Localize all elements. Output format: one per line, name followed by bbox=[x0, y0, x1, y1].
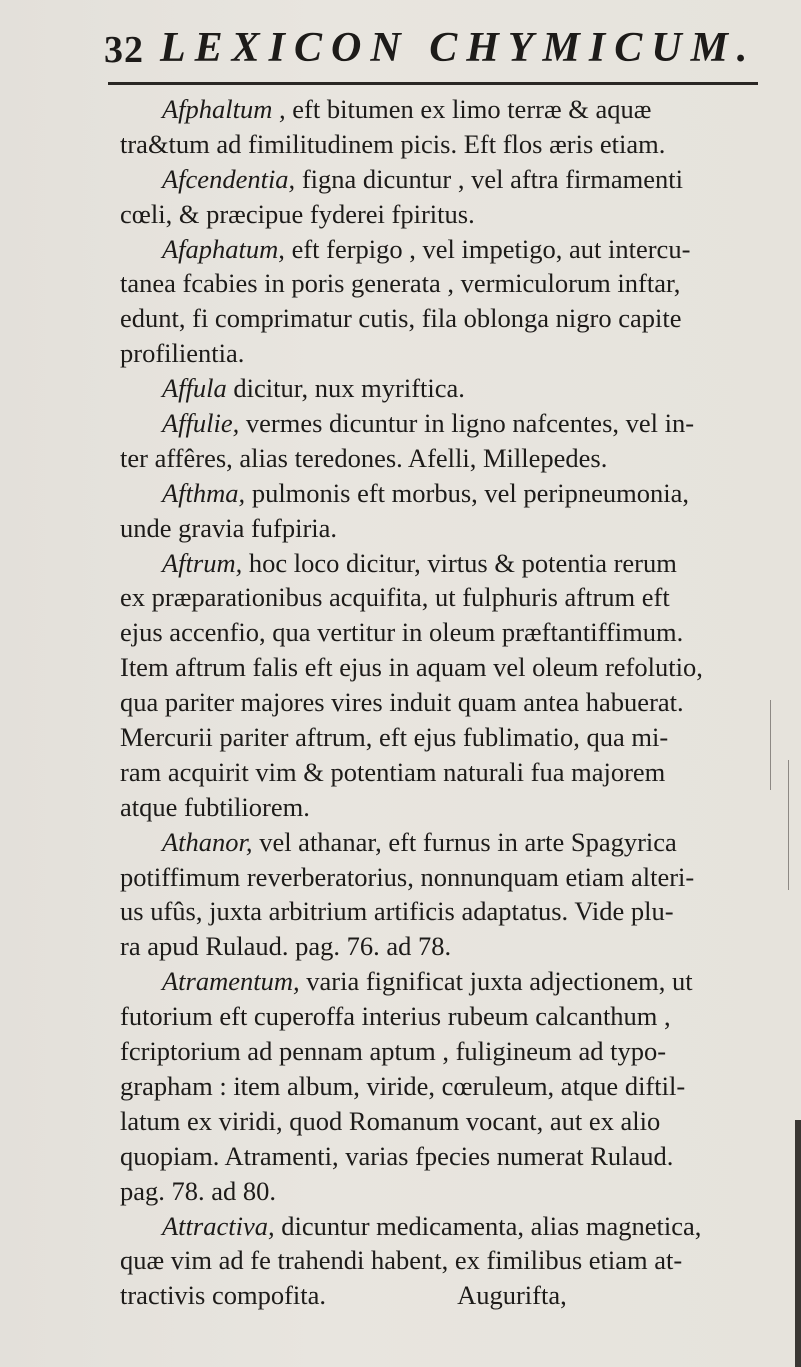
entry-text: atque fubtiliorem. bbox=[120, 791, 310, 822]
entry-term: Athanor, bbox=[162, 826, 253, 857]
entry-text: hoc loco dicitur, virtus & potentia rerum bbox=[242, 547, 677, 578]
text-line bbox=[120, 790, 780, 825]
page-edge-shadow bbox=[795, 1120, 801, 1367]
text-line bbox=[120, 1278, 780, 1313]
entry-text: ejus accenfio, qua vertitur in oleum præftantiffimum. bbox=[120, 617, 684, 648]
entry-text: us ufûs, juxta arbitrium artificis adaptatus. Vide plu- bbox=[120, 896, 674, 927]
text-line bbox=[120, 406, 780, 441]
text-line bbox=[120, 301, 780, 336]
text-line bbox=[120, 894, 780, 929]
text-line bbox=[120, 266, 780, 301]
text-line bbox=[120, 964, 780, 999]
entry-text: ra apud Rulaud. pag. 76. ad 78. bbox=[120, 931, 452, 962]
entry-text: cœli, & præcipue fyderei fpiritus. bbox=[120, 198, 475, 229]
entry-term: Afcendentia, bbox=[162, 163, 296, 194]
entry-term: Atramentum, bbox=[162, 966, 300, 997]
entry-text: potiffimum reverberatorius, nonnunquam etiam alteri- bbox=[120, 861, 695, 892]
text-line bbox=[120, 825, 780, 860]
text-line bbox=[120, 860, 780, 895]
text-line bbox=[120, 615, 780, 650]
entry-text: dicuntur medicamenta, alias magnetica, bbox=[274, 1210, 702, 1241]
entry-text: figna dicuntur , vel aftra firmamenti bbox=[295, 163, 683, 194]
entry-text: Item aftrum falis eft ejus in aquam vel oleum refolutio, bbox=[120, 652, 703, 683]
entry-text: quopiam. Atramenti, varias fpecies numerat Rulaud. bbox=[120, 1140, 674, 1171]
entry-term: Attractiva, bbox=[162, 1210, 275, 1241]
entry-text: vel athanar, eft furnus in arte Spagyrica bbox=[252, 826, 677, 857]
entry-text: varia fignificat juxta adjectionem, ut bbox=[299, 966, 693, 997]
page-edge-mark bbox=[770, 700, 771, 790]
entry-text: pag. 78. ad 80. bbox=[120, 1175, 277, 1206]
entry-text: quæ vim ad fe trahendi habent, ex fimilibus etiam at- bbox=[120, 1245, 683, 1276]
text-line bbox=[120, 127, 780, 162]
text-line bbox=[120, 929, 780, 964]
entry-text: tanea fcabies in poris generata , vermiculorum inftar, bbox=[120, 268, 681, 299]
text-line bbox=[120, 1139, 780, 1174]
text-line bbox=[120, 1069, 780, 1104]
dictionary-text bbox=[120, 92, 780, 1313]
entry-text: dicitur, nux myriftica. bbox=[226, 373, 465, 404]
entry-text: edunt, fi comprimatur cutis, fila oblonga nigro capite bbox=[120, 303, 682, 334]
entry-term: Afthma, bbox=[162, 477, 246, 508]
text-line bbox=[120, 92, 780, 127]
entry-text: grapham : item album, viride, cœruleum, atque diftil- bbox=[120, 1070, 686, 1101]
text-line bbox=[120, 1104, 780, 1139]
text-line bbox=[120, 999, 780, 1034]
entry-term: Afaphatum, bbox=[162, 233, 285, 264]
entry-text: eft ferpigo , vel impetigo, aut intercu- bbox=[284, 233, 691, 264]
entry-term: Aftrum, bbox=[162, 547, 243, 578]
text-line bbox=[120, 1243, 780, 1278]
entry-term: Affulie, bbox=[162, 408, 240, 439]
text-line bbox=[120, 1034, 780, 1069]
entry-term: Affula bbox=[162, 373, 227, 404]
entry-text: ram acquirit vim & potentiam naturali fua majorem bbox=[120, 756, 666, 787]
entry-text: futorium eft cuperoffa interius rubeum calcanthum , bbox=[120, 1001, 671, 1032]
text-line bbox=[120, 197, 780, 232]
entry-text: vermes dicuntur in ligno nafcentes, vel in- bbox=[239, 408, 695, 439]
text-line bbox=[120, 162, 780, 197]
entry-text: unde gravia fufpiria. bbox=[120, 512, 338, 543]
text-line bbox=[120, 546, 780, 581]
entry-text: eft bitumen ex limo terræ & aquæ bbox=[285, 94, 652, 124]
entry-text: tractivis compofita. Augurifta, bbox=[120, 1280, 567, 1311]
entry-text: ex præparationibus acquifita, ut fulphuris aftrum eft bbox=[120, 582, 670, 613]
text-line bbox=[120, 476, 780, 511]
running-head: LEXICON CHYMICUM. bbox=[160, 25, 757, 71]
header-rule bbox=[108, 82, 758, 85]
entry-text: pulmonis eft morbus, vel peripneumonia, bbox=[245, 477, 689, 508]
entry-text: profilientia. bbox=[120, 338, 245, 369]
entry-text: ter affêres, alias teredones. Afelli, Millepedes. bbox=[120, 442, 608, 473]
entry-text: fcriptorium ad pennam aptum , fuligineum ad typo- bbox=[120, 1036, 667, 1067]
text-line bbox=[120, 371, 780, 406]
entry-text: Mercurii pariter aftrum, eft ejus fublimatio, qua mi- bbox=[120, 722, 669, 753]
text-line bbox=[120, 580, 780, 615]
text-line bbox=[120, 1209, 780, 1244]
text-line bbox=[120, 1174, 780, 1209]
page-number: 32 bbox=[104, 29, 144, 71]
text-line bbox=[120, 650, 780, 685]
entry-text: tra&tum ad fimilitudinem picis. Eft flos æris etiam. bbox=[120, 128, 666, 159]
text-line bbox=[120, 685, 780, 720]
text-line bbox=[120, 232, 780, 267]
text-line bbox=[120, 336, 780, 371]
entry-term: Afphaltum , bbox=[162, 94, 286, 124]
page-edge-mark bbox=[788, 760, 789, 890]
text-line bbox=[120, 755, 780, 790]
text-line bbox=[120, 720, 780, 755]
entry-text: qua pariter majores vires induit quam antea habuerat. bbox=[120, 687, 684, 718]
entry-text: latum ex viridi, quod Romanum vocant, aut ex alio bbox=[120, 1105, 661, 1136]
text-line bbox=[120, 441, 780, 476]
page-header bbox=[104, 14, 764, 72]
text-line bbox=[120, 511, 780, 546]
